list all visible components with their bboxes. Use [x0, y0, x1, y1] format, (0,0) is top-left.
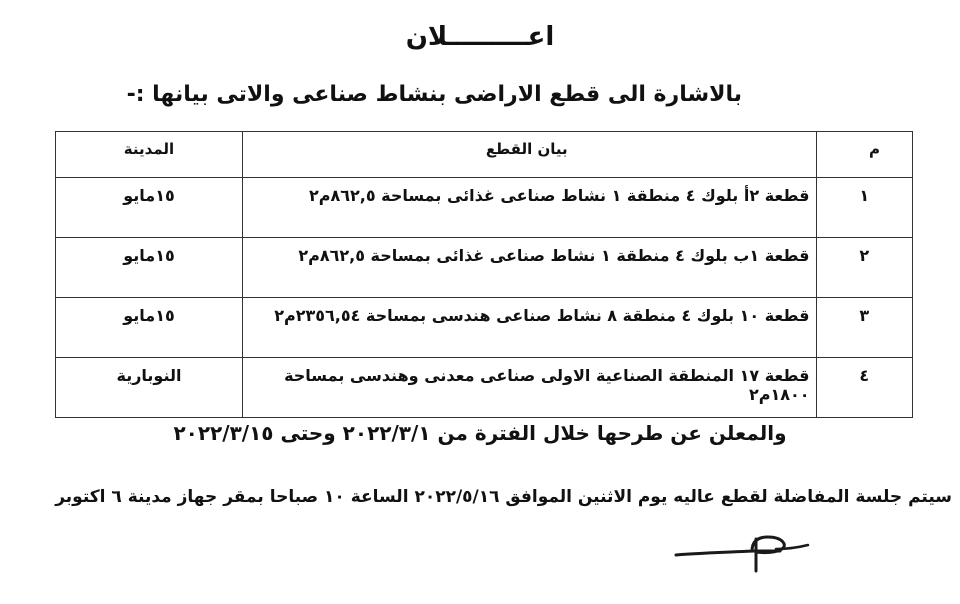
table-row	[56, 178, 913, 238]
row-description: قطعة ١٠ بلوك ٤ منطقة ٨ نشاط صناعى هندسى بمساحة ٢٣٥٦,٥٤م٢	[242, 298, 816, 358]
session-date-text: سيتم جلسة المفاضلة لقطع عاليه يوم الاثنين الموافق ٢٠٢٢/٥/١٦ الساعة ١٠ صباحا بمقر جهاز مدينة ٦ اكتوبر	[55, 487, 952, 507]
table-row	[56, 358, 913, 418]
table-row	[56, 238, 913, 298]
row-number: ٤	[816, 358, 913, 418]
header-city: المدينة	[56, 132, 243, 178]
row-city: النوبارية	[56, 358, 243, 418]
handwritten-signature	[672, 527, 812, 577]
row-number: ٢	[816, 238, 913, 298]
header-number: م	[816, 132, 913, 178]
announcement-intro: بالاشارة الى قطع الاراضى بنشاط صناعى والاتى بيانها :-	[126, 82, 742, 107]
table-header-row	[56, 132, 913, 178]
row-description: قطعة ١٧ المنطقة الصناعية الاولى صناعى معدنى وهندسى بمساحة ١٨٠٠م٢	[242, 358, 816, 418]
header-description: بيان القطع	[242, 132, 816, 178]
row-city: ١٥مايو	[56, 298, 243, 358]
offering-period-text: والمعلن عن طرحها خلال الفترة من ٢٠٢٢/٣/١ وحتى ٢٠٢٢/٣/١٥	[173, 421, 787, 445]
announcement-title: اعـــــــــلان	[405, 22, 555, 52]
row-description: قطعة ٢أ بلوك ٤ منطقة ١ نشاط صناعى غذائى بمساحة ٨٦٢,٥م٢	[242, 178, 816, 238]
row-city: ١٥مايو	[56, 238, 243, 298]
row-number: ١	[816, 178, 913, 238]
row-number: ٣	[816, 298, 913, 358]
land-plots-table	[55, 131, 913, 418]
row-city: ١٥مايو	[56, 178, 243, 238]
table-row	[56, 298, 913, 358]
row-description: قطعة ١ب بلوك ٤ منطقة ١ نشاط صناعى غذائى بمساحة ٨٦٢,٥م٢	[242, 238, 816, 298]
